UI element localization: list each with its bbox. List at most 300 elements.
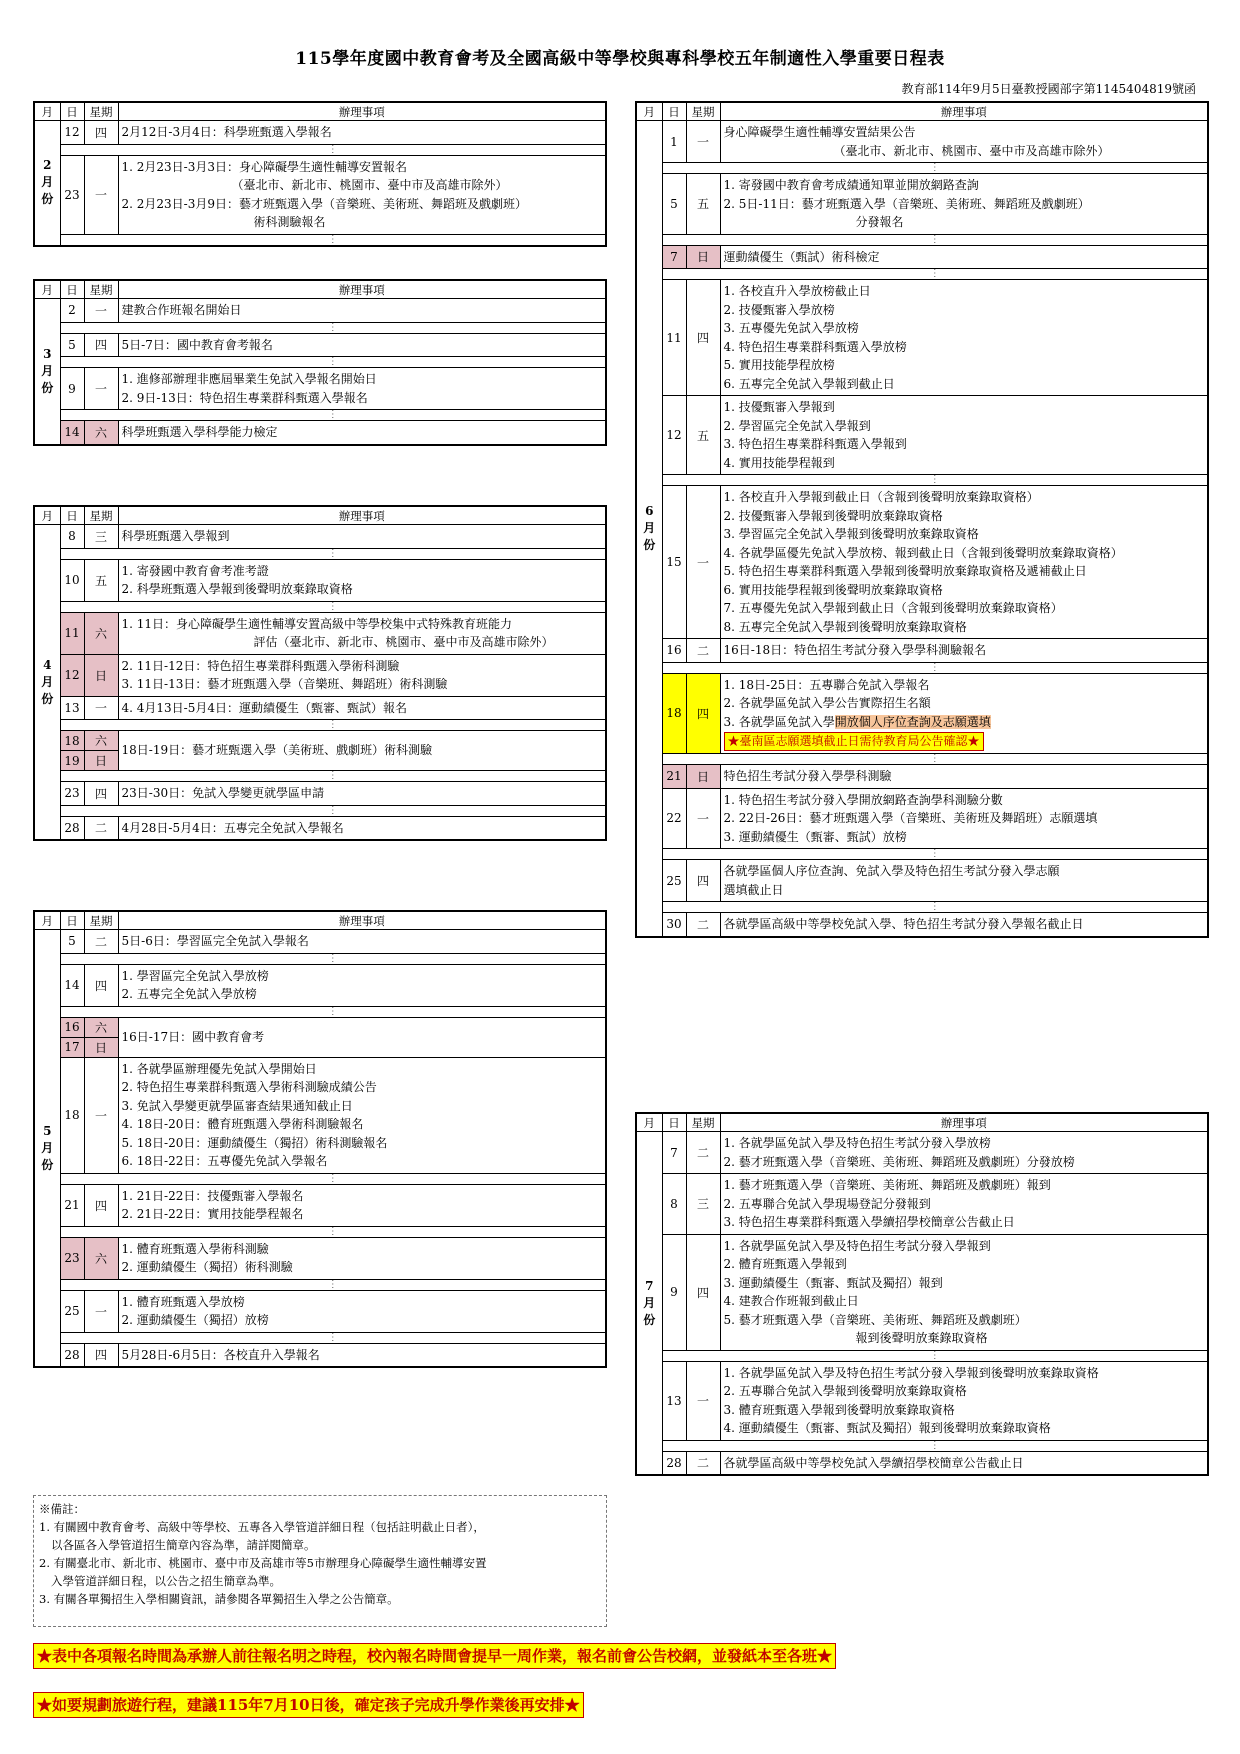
items-cell xyxy=(118,525,606,549)
note-line: 入學管道詳細日程，以公告之招生簡章為準。 xyxy=(51,1574,281,1588)
items-cell xyxy=(118,368,606,410)
gap-cell: ⋮ xyxy=(60,601,606,612)
month-label xyxy=(636,1132,662,1476)
table-row xyxy=(34,333,606,357)
item-line: 4月28日-5月4日：五專完全免試入學報名 xyxy=(121,820,344,835)
item-line: 4. 實用技能學程報到 xyxy=(723,455,835,470)
items-cell xyxy=(720,788,1208,849)
notes-title: ※備註： xyxy=(39,1502,85,1516)
table-row xyxy=(34,1237,606,1279)
items-cell xyxy=(118,612,606,654)
day-cell: 30 xyxy=(662,913,686,937)
item-line: 2. 運動績優生（獨招）放榜 xyxy=(121,1313,269,1327)
items-cell xyxy=(720,280,1208,396)
item-line: 1. 各就學區免試入學及特色招生考試分發入學報到 xyxy=(723,1238,991,1253)
month-label-char: 份 xyxy=(643,1312,656,1327)
weekday-cell: 四 xyxy=(84,1343,118,1367)
weekday-cell: 四 xyxy=(84,121,118,145)
item-line: 6. 五專完全免試入學報到截止日 xyxy=(723,376,895,391)
item-line: 2. 技優甄審入學報到後聲明放棄錄取資格 xyxy=(723,508,943,523)
item-line: 4. 運動績優生（甄審、甄試及獨招）報到後聲明放棄錄取資格 xyxy=(723,1421,1051,1435)
item-line: 科學班甄選入學科學能力檢定 xyxy=(121,425,278,439)
item-line: 2. 21日-22日：實用技能學程報名 xyxy=(121,1207,304,1221)
month-label xyxy=(636,121,662,937)
note-line: 1. 有關國中教育會考、高級中等學校、五專各入學管道詳細日程（包括註明截止日者）， xyxy=(39,1520,485,1534)
day-cell: 23 xyxy=(60,782,84,806)
table-row xyxy=(34,782,606,806)
item-line: 4. 18日-20日：體育班甄選入學術科測驗報名 xyxy=(121,1117,364,1131)
day-cell: 23 xyxy=(60,155,84,234)
item-line: 3. 特色招生專業群科甄選入學續招學校簡章公告截止日 xyxy=(723,1215,1015,1229)
item-line: 5. 特色招生專業群科甄選入學報到後聲明放棄錄取資格及遞補截止日 xyxy=(723,564,1087,578)
gap-cell: ⋮ xyxy=(662,163,1208,174)
weekday-cell: 四 xyxy=(84,1184,118,1226)
header-day: 日 xyxy=(60,280,84,299)
gap-cell: ⋮ xyxy=(662,234,1208,245)
day-cell: 21 xyxy=(60,1184,84,1226)
item-line: 3. 五專優先免試入學放榜 xyxy=(723,321,859,335)
weekday-cell: 一 xyxy=(686,788,720,849)
item-line: 5. 實用技能學程放榜 xyxy=(723,358,835,372)
day-cell: 8 xyxy=(662,1174,686,1235)
item-line: 報到後聲明放棄錄取資格 xyxy=(855,1331,988,1345)
header-row xyxy=(636,1113,1208,1132)
item-line: 1. 寄發國中教育會考准考證 xyxy=(121,563,269,578)
header-items: 辦理事項 xyxy=(720,1113,1208,1132)
table-row xyxy=(636,280,1208,396)
items-cell xyxy=(720,1234,1208,1350)
gap-row xyxy=(34,1006,606,1017)
items-cell xyxy=(118,1184,606,1226)
table-row xyxy=(34,1184,606,1226)
table-row xyxy=(34,612,606,654)
item-line: 1. 11日：身心障礙學生適性輔導安置高級中等學校集中式特殊教育班能力 xyxy=(121,616,513,631)
table-row xyxy=(34,121,606,145)
items-cell xyxy=(720,673,1208,754)
table-row xyxy=(34,1343,606,1367)
month-label-char: 份 xyxy=(41,1157,54,1172)
item-line: 建教合作班報名開始日 xyxy=(121,303,242,317)
note-line: 2. 有關臺北市、新北市、桃園市、臺中市及高雄市等5市辦理身心障礙學生適性輔導安置 xyxy=(39,1556,487,1570)
day-cell: 25 xyxy=(60,1290,84,1332)
items-cell xyxy=(720,245,1208,269)
day-cell: 5 xyxy=(60,333,84,357)
table-row xyxy=(34,964,606,1006)
items-cell xyxy=(118,731,606,771)
day-cell: 19 xyxy=(60,751,84,771)
weekday-cell: 四 xyxy=(686,860,720,902)
table-row xyxy=(34,1057,606,1173)
month-label-char: 5 xyxy=(43,1123,52,1138)
weekday-cell: 日 xyxy=(84,1037,118,1057)
header-month: 月 xyxy=(34,506,60,525)
gap-row xyxy=(34,144,606,155)
day-cell: 21 xyxy=(662,765,686,789)
schedule-table-april xyxy=(33,505,607,841)
header-weekday: 星期 xyxy=(84,102,118,121)
weekday-cell: 二 xyxy=(84,816,118,840)
gap-cell: ⋮ xyxy=(60,410,606,421)
item-line: 4. 建教合作班報到截止日 xyxy=(723,1294,859,1308)
schedule-table-may xyxy=(33,910,607,1368)
gap-cell: ⋮ xyxy=(662,269,1208,280)
header-month: 月 xyxy=(34,280,60,299)
item-line: 各就學區個人序位查詢、免試入學及特色招生考試分發入學志願 xyxy=(723,864,1060,878)
weekday-cell: 五 xyxy=(686,174,720,235)
item-line: 4. 特色招生專業群科甄選入學放榜 xyxy=(723,339,907,354)
item-line: （臺北市、新北市、桃園市、臺中市及高雄市除外） xyxy=(231,178,508,192)
item-line: 1. 2月23日-3月3日：身心障礙學生適性輔導安置報名 xyxy=(121,159,407,174)
header-items: 辦理事項 xyxy=(720,102,1208,121)
month-label xyxy=(34,525,60,841)
table-row xyxy=(636,788,1208,849)
gap-cell: ⋮ xyxy=(662,1440,1208,1451)
day-cell: 13 xyxy=(60,696,84,720)
weekday-cell: 二 xyxy=(686,1132,720,1174)
item-line: 評估（臺北市、新北市、桃園市、臺中市及高雄市除外） xyxy=(253,635,554,649)
gap-cell: ⋮ xyxy=(60,548,606,559)
header-items: 辦理事項 xyxy=(118,911,606,930)
item-line: 7. 五專優先免試入學報到截止日（含報到後聲明放棄錄取資格） xyxy=(723,601,1063,615)
item-line: 2. 技優甄審入學放榜 xyxy=(723,302,835,317)
header-weekday: 星期 xyxy=(84,911,118,930)
gap-cell: ⋮ xyxy=(662,475,1208,486)
item-line: 6. 實用技能學程報到後聲明放棄錄取資格 xyxy=(723,582,943,597)
day-cell: 28 xyxy=(662,1451,686,1475)
document-number: 教育部114年9月5日臺教授國部字第1145404819號函 xyxy=(901,82,1196,96)
weekday-cell: 六 xyxy=(84,1237,118,1279)
month-label-char: 份 xyxy=(41,691,54,706)
day-cell: 18 xyxy=(662,673,686,754)
weekday-cell: 四 xyxy=(84,333,118,357)
table-row xyxy=(34,299,606,323)
table-row xyxy=(636,121,1208,163)
month-label-char: 份 xyxy=(41,380,54,395)
header-items: 辦理事項 xyxy=(118,280,606,299)
gap-cell: ⋮ xyxy=(60,953,606,964)
gap-row xyxy=(34,805,606,816)
day-cell: 14 xyxy=(60,964,84,1006)
gap-cell: ⋮ xyxy=(662,849,1208,860)
item-line: 23日-30日：免試入學變更就學區申請 xyxy=(121,786,325,800)
table-row xyxy=(34,559,606,601)
highlight-note: ★臺南區志願選填截止日需待教育局公告確認★ xyxy=(724,732,984,751)
month-label-char: 月 xyxy=(41,175,54,190)
weekday-cell: 六 xyxy=(84,421,118,445)
items-cell xyxy=(720,121,1208,163)
table-row xyxy=(636,486,1208,639)
month-label-char: 7 xyxy=(645,1278,654,1293)
item-line: 4. 4月13日-5月4日：運動績優生（甄審、甄試）報名 xyxy=(121,700,407,715)
month-label-char: 6 xyxy=(645,503,654,518)
month-label xyxy=(34,299,60,445)
note-line: 以各區各入學管道招生簡章內容為準，請詳閱簡章。 xyxy=(51,1538,316,1552)
item-line: 3. 運動績優生（甄審、甄試）放榜 xyxy=(723,829,907,844)
month-label-char: 月 xyxy=(41,363,54,378)
weekday-cell: 四 xyxy=(686,673,720,754)
weekday-cell: 四 xyxy=(686,1234,720,1350)
day-cell: 9 xyxy=(60,368,84,410)
weekday-cell: 六 xyxy=(84,612,118,654)
gap-row xyxy=(636,234,1208,245)
gap-row xyxy=(34,601,606,612)
item-line: 3. 運動績優生（甄審、甄試及獨招）報到 xyxy=(723,1275,943,1290)
item-line: 2. 五專完全免試入學放榜 xyxy=(121,987,257,1001)
gap-row xyxy=(34,720,606,731)
weekday-cell: 一 xyxy=(686,121,720,163)
day-cell: 12 xyxy=(60,654,84,696)
header-day: 日 xyxy=(662,1113,686,1132)
item-line: 2. 體育班甄選入學報到 xyxy=(723,1257,847,1271)
weekday-cell: 日 xyxy=(686,765,720,789)
items-cell xyxy=(720,639,1208,663)
schedule-table-february xyxy=(33,101,607,247)
gap-row xyxy=(636,475,1208,486)
item-line: 1. 學習區完全免試入學放榜 xyxy=(121,968,269,983)
table-row xyxy=(636,860,1208,902)
header-day: 日 xyxy=(60,102,84,121)
item-line: 5. 藝才班甄選入學（音樂班、美術班、舞蹈班及戲劇班） xyxy=(723,1312,1027,1327)
table-row xyxy=(34,816,606,840)
month-label-char: 月 xyxy=(643,520,656,535)
weekday-cell: 六 xyxy=(84,1017,118,1037)
schedule-table-july xyxy=(635,1112,1209,1476)
header-row xyxy=(34,280,606,299)
gap-cell: ⋮ xyxy=(60,805,606,816)
month-label-char: 4 xyxy=(43,657,52,672)
weekday-cell: 二 xyxy=(686,913,720,937)
day-cell: 9 xyxy=(662,1234,686,1350)
items-cell xyxy=(118,782,606,806)
gap-row xyxy=(34,548,606,559)
header-day: 日 xyxy=(60,506,84,525)
month-label-char: 份 xyxy=(643,537,656,552)
table-row xyxy=(636,1132,1208,1174)
items-cell xyxy=(118,816,606,840)
month-label-char: 月 xyxy=(643,1295,656,1310)
weekday-cell: 二 xyxy=(84,930,118,954)
gap-cell: ⋮ xyxy=(60,1173,606,1184)
item-line: 2. 22日-26日：藝才班甄選入學（音樂班、美術班及舞蹈班）志願選填 xyxy=(723,811,1098,825)
weekday-cell: 五 xyxy=(84,559,118,601)
gap-cell: ⋮ xyxy=(60,357,606,368)
day-cell: 8 xyxy=(60,525,84,549)
day-cell: 11 xyxy=(662,280,686,396)
item-line: 5日-7日：國中教育會考報名 xyxy=(121,337,273,352)
item-line: 各就學區高級中等學校免試入學續招學校簡章公告截止日 xyxy=(723,1455,1024,1470)
item-line: 1. 藝才班甄選入學（音樂班、美術班、舞蹈班及戲劇班）報到 xyxy=(723,1178,1051,1192)
weekday-cell: 四 xyxy=(84,964,118,1006)
table-row xyxy=(34,731,606,751)
gap-row xyxy=(34,410,606,421)
table-row xyxy=(636,1174,1208,1235)
month-label-char: 2 xyxy=(43,158,52,173)
item-line: 2. 科學班甄選入學報到後聲明放棄錄取資格 xyxy=(121,582,353,596)
item-line: 3. 體育班甄選入學報到後聲明放棄錄取資格 xyxy=(723,1402,955,1417)
item-line: 18日-19日：藝才班甄選入學（美術班、戲劇班）術科測驗 xyxy=(121,743,433,758)
items-cell xyxy=(720,765,1208,789)
weekday-cell: 一 xyxy=(686,1361,720,1440)
items-cell xyxy=(720,174,1208,235)
item-line: 6. 18日-22日：五專優先免試入學報名 xyxy=(121,1154,328,1168)
gap-row xyxy=(636,269,1208,280)
items-cell xyxy=(720,860,1208,902)
items-cell xyxy=(720,396,1208,475)
item-line: 8. 五專完全免試入學報到後聲明放棄錄取資格 xyxy=(723,619,967,634)
month-label-char: 份 xyxy=(41,192,54,207)
table-row xyxy=(34,654,606,696)
item-line: 2. 各就學區免試入學公告實際招生名額 xyxy=(723,696,931,710)
gap-cell: ⋮ xyxy=(60,771,606,782)
weekday-cell: 二 xyxy=(686,1451,720,1475)
table-row xyxy=(34,155,606,234)
day-cell: 14 xyxy=(60,421,84,445)
header-month: 月 xyxy=(636,102,662,121)
banner-registration-notice: ★表中各項報名時間為承辦人前往報名明之時程，校內報名時間會提早一周作業，報名前會公告校網，並發紙本至各班★ xyxy=(33,1643,836,1669)
items-cell xyxy=(118,121,606,145)
item-line: 身心障礙學生適性輔導安置結果公告 xyxy=(723,125,916,139)
item-line: 科學班甄選入學報到 xyxy=(121,529,230,543)
item-line: 1. 體育班甄選入學放榜 xyxy=(121,1294,245,1309)
gap-row xyxy=(636,754,1208,765)
item-line: 2. 2月23日-3月9日：藝才班甄選入學（音樂班、美術班、舞蹈班及戲劇班） xyxy=(121,196,527,211)
day-cell: 12 xyxy=(60,121,84,145)
item-line: 1. 21日-22日：技優甄審入學報名 xyxy=(121,1188,304,1203)
weekday-cell: 四 xyxy=(84,782,118,806)
item-line: 2. 5日-11日：藝才班甄選入學（音樂班、美術班、舞蹈班及戲劇班） xyxy=(723,196,1090,211)
gap-row xyxy=(636,662,1208,673)
item-line: 分發報名 xyxy=(855,215,904,229)
day-cell: 12 xyxy=(662,396,686,475)
notes-box xyxy=(33,1495,607,1627)
table-row xyxy=(636,1234,1208,1350)
item-line: 1. 各校直升入學報到截止日（含報到後聲明放棄錄取資格） xyxy=(723,490,1039,504)
table-row xyxy=(636,1451,1208,1475)
gap-cell: ⋮ xyxy=(662,1350,1208,1361)
item-line: 術科測驗報名 xyxy=(253,215,326,229)
header-day: 日 xyxy=(60,911,84,930)
item-line: 各就學區高級中等學校免試入學、特色招生考試分發入學報名截止日 xyxy=(723,917,1084,931)
items-cell xyxy=(720,1451,1208,1475)
table-row xyxy=(636,639,1208,663)
day-cell: 17 xyxy=(60,1037,84,1057)
weekday-cell: 一 xyxy=(84,1057,118,1173)
header-month: 月 xyxy=(34,102,60,121)
gap-row xyxy=(34,771,606,782)
month-label-char: 3 xyxy=(43,346,52,361)
item-line: 1. 各就學區免試入學及特色招生考試分發入學放榜 xyxy=(723,1136,991,1150)
table-row xyxy=(34,696,606,720)
weekday-cell: 日 xyxy=(84,751,118,771)
table-row xyxy=(34,421,606,445)
items-cell xyxy=(118,964,606,1006)
weekday-cell: 三 xyxy=(84,525,118,549)
items-cell xyxy=(720,1132,1208,1174)
gap-row xyxy=(636,1350,1208,1361)
gap-cell: ⋮ xyxy=(60,1006,606,1017)
header-weekday: 星期 xyxy=(84,506,118,525)
day-cell: 23 xyxy=(60,1237,84,1279)
item-line: 1. 體育班甄選入學術科測驗 xyxy=(121,1241,269,1256)
weekday-cell: 一 xyxy=(84,368,118,410)
header-row xyxy=(636,102,1208,121)
weekday-cell: 一 xyxy=(686,486,720,639)
item-line: 2. 運動績優生（獨招）術科測驗 xyxy=(121,1260,293,1274)
day-cell: 18 xyxy=(60,1057,84,1173)
day-cell: 2 xyxy=(60,299,84,323)
gap-cell: ⋮ xyxy=(60,144,606,155)
header-row xyxy=(34,911,606,930)
header-day: 日 xyxy=(662,102,686,121)
items-cell xyxy=(118,155,606,234)
weekday-cell: 日 xyxy=(84,654,118,696)
month-label-char: 月 xyxy=(41,674,54,689)
item-line: 特色招生考試分發入學學科測驗 xyxy=(723,769,892,783)
header-weekday: 星期 xyxy=(84,280,118,299)
note-line: 3. 有關各單獨招生入學相關資訊，請參閱各單獨招生入學之公告簡章。 xyxy=(39,1592,399,1606)
gap-row xyxy=(34,1173,606,1184)
items-cell xyxy=(118,1343,606,1367)
weekday-cell: 四 xyxy=(686,280,720,396)
schedule-table-june xyxy=(635,101,1209,938)
item-line: 1. 各校直升入學放榜截止日 xyxy=(723,284,871,298)
gap-cell: ⋮ xyxy=(60,720,606,731)
table-row xyxy=(636,765,1208,789)
day-cell: 11 xyxy=(60,612,84,654)
items-cell xyxy=(720,1174,1208,1235)
table-row xyxy=(636,245,1208,269)
table-row xyxy=(34,1017,606,1037)
items-cell xyxy=(720,486,1208,639)
item-line: 1. 18日-25日：五專聯合免試入學報名 xyxy=(723,677,930,692)
header-items: 辦理事項 xyxy=(118,506,606,525)
item-line-prefix: 3. 各就學區免試入學 xyxy=(723,714,835,729)
weekday-cell: 一 xyxy=(84,299,118,323)
header-month: 月 xyxy=(34,911,60,930)
items-cell xyxy=(720,913,1208,937)
item-line: 2. 11日-12日：特色招生專業群科甄選入學術科測驗 xyxy=(121,658,400,673)
header-row xyxy=(34,506,606,525)
weekday-cell: 五 xyxy=(686,396,720,475)
item-line: 5日-6日：學習區完全免試入學報名 xyxy=(121,934,309,948)
item-line: 選填截止日 xyxy=(723,882,784,897)
gap-cell: ⋮ xyxy=(60,1332,606,1343)
header-month: 月 xyxy=(636,1113,662,1132)
day-cell: 16 xyxy=(662,639,686,663)
day-cell: 1 xyxy=(662,121,686,163)
gap-cell: ⋮ xyxy=(662,662,1208,673)
day-cell: 18 xyxy=(60,731,84,751)
gap-cell: ⋮ xyxy=(60,1226,606,1237)
items-cell xyxy=(118,1057,606,1173)
item-line: 16日-18日：特色招生考試分發入學學科測驗報名 xyxy=(723,643,987,657)
banner-travel-notice: ★如要規劃旅遊行程，建議115年7月10日後，確定孩子完成升學作業後再安排★ xyxy=(33,1692,584,1718)
day-cell: 10 xyxy=(60,559,84,601)
weekday-cell: 六 xyxy=(84,731,118,751)
item-line: 1. 技優甄審入學報到 xyxy=(723,400,835,414)
item-line: 1. 各就學區免試入學及特色招生考試分發入學報到後聲明放棄錄取資格 xyxy=(723,1365,1099,1380)
gap-row xyxy=(34,953,606,964)
table-row xyxy=(34,368,606,410)
table-row xyxy=(636,396,1208,475)
items-cell xyxy=(118,1237,606,1279)
day-cell: 15 xyxy=(662,486,686,639)
day-cell: 28 xyxy=(60,1343,84,1367)
item-line: 1. 特色招生考試分發入學開放網路查詢學科測驗分數 xyxy=(723,792,1003,807)
weekday-cell: 一 xyxy=(84,696,118,720)
gap-row xyxy=(34,234,606,246)
weekday-cell: 一 xyxy=(84,155,118,234)
